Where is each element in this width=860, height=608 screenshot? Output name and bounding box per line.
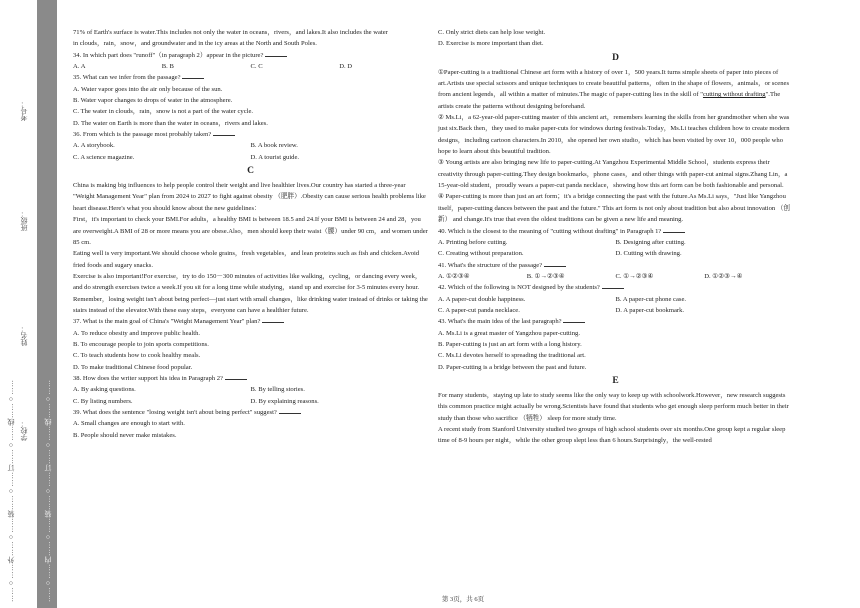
option[interactable]: D. The water on Earth is more than the water in oceans，rivers and lakes. <box>73 119 268 127</box>
option[interactable]: A. ①②③④ <box>438 272 470 280</box>
option[interactable]: C. Only strict diets can help lose weight. <box>438 29 546 36</box>
option[interactable]: B. B <box>161 63 174 71</box>
option[interactable]: C. A paper-cut panda necklace. <box>438 306 520 314</box>
page-number-footer: 第 3页，共 6页 <box>441 596 485 603</box>
answer-blank[interactable] <box>182 72 204 79</box>
question-stem-38: 38. How does the writer support his idea in Paragraph 2? <box>73 373 428 384</box>
option[interactable]: B. ①→②③④ <box>526 272 565 280</box>
passage-paragraph: First，it's important to check your BMI.For adults，a healthy BMI is between 18.5 and 24.If your BMI is between 24 and 28，you are overweight.A BMI of 28 or more means you are obese.Also，men should keep their waist（腰）under 90 cm，and women under 85 cm. <box>73 216 428 246</box>
intro-line: 71% of Earth's surface is water.This includes not only the water in oceans，rivers，and lakes.It also includes the water <box>73 29 388 36</box>
exam-page <box>66 0 860 608</box>
question-options-36 <box>73 140 428 151</box>
question-stem-43: 43. What's the main idea of the last paragraph? <box>438 316 793 327</box>
option[interactable]: B. Water vapor changes to drops of water in the atmosphere. <box>73 97 233 105</box>
option[interactable]: C. C <box>250 63 263 71</box>
question-options-42 <box>438 294 793 305</box>
intro-line: in clouds，rain，snow，and groundwater and in the icy areas at the North and South Poles. <box>73 40 317 48</box>
option[interactable]: D. A paper-cut bookmark. <box>615 306 685 314</box>
option[interactable]: C. ①→②③④ <box>615 272 654 280</box>
question-stem-42: 42. Which of the following is NOT designed by the students? <box>438 282 793 293</box>
inner-binding-label: ……○……内……○……装……○……订……○……线……○…… <box>44 379 52 602</box>
class-field: 班级： <box>20 210 28 231</box>
question-options-38 <box>73 384 428 395</box>
option[interactable]: C. Creating without preparation. <box>438 250 524 258</box>
option[interactable]: B. People should never make mistakes. <box>73 431 177 439</box>
question-options-42 <box>438 305 793 316</box>
passage-paragraph: Exercise is also important!For exercise，try to do 150－300 minutes of activities like walking，cycling，or dancing every week，and do strength exercises twice a week.If you sit for a long time while studying，stand up and exercise for 3-5 minutes every hour. <box>73 272 422 292</box>
answer-blank[interactable] <box>602 282 624 289</box>
answer-blank[interactable] <box>225 373 247 380</box>
binding-margin <box>0 0 58 608</box>
option[interactable]: A. Water vapor goes into the air only because of the sun. <box>73 85 223 93</box>
passage-paragraph: ② Ms.Li，a 62-year-old paper-cutting master of this ancient art，remembers learning the skills from her grandmother when she was just six.Back then，they used to make paper-cuts for windows during festivals.Today，Ms.Li teaches children how to create modern designs，including cartoon characters.In 2010，she opened her own studio，which has been visited by over 10，000 people who hope to learn about this beautiful tradition. <box>438 114 790 156</box>
answer-blank[interactable] <box>213 129 235 136</box>
option[interactable]: A. Ms.Li is a great master of Yangzhou paper-cutting. <box>438 329 580 337</box>
passage-paragraph: A recent study from Stanford University studied two groups of high school students over six months.One group kept a regular sleep time of 8-9 hours per night，while the other group slept less than 6 hours.Surprisingly，the well-rested <box>438 426 786 445</box>
exam-no-field: 考号： <box>20 100 28 121</box>
question-stem-39: 39. What does the sentence "losing weight isn't about being perfect" suggest? <box>73 407 428 418</box>
option[interactable]: D. A tourist guide. <box>250 153 300 161</box>
option[interactable]: A. Printing before cutting. <box>438 238 508 246</box>
option[interactable]: C. A science magazine. <box>73 153 135 161</box>
option[interactable]: A. Small changes are enough to start with. <box>73 420 185 428</box>
option[interactable]: A. A <box>73 63 86 71</box>
question-options-34 <box>73 61 428 72</box>
answer-blank[interactable] <box>279 407 301 414</box>
question-options-40 <box>438 237 793 248</box>
passage-paragraph: Remember，losing weight isn't about being perfect—just start with small changes，like drinking water instead of drinks or taking the stairs instead of the elevator.With these easy steps，everyone can have a healthier future. <box>73 295 428 314</box>
outer-binding-line <box>0 0 30 608</box>
question-stem-34: 34. In which part does "runoff"（in paragraph 2）appear in the picture? <box>73 50 428 61</box>
option[interactable]: A. By asking questions. <box>73 386 136 394</box>
section-heading-c: C <box>247 166 254 177</box>
left-column <box>73 27 428 441</box>
question-stem-41: 41. What's the structure of the passage? <box>438 260 793 271</box>
question-stem-36: 36. From which is the passage most probably taken? <box>73 129 428 140</box>
option[interactable]: B. By telling stories. <box>250 386 305 394</box>
question-options-36 <box>73 152 428 163</box>
passage-paragraph: For many students，staying up late to study seems like the only way to keep up with schoolwork.However，new research suggests this common practice might actually be wrong.Scientists have found that students who get enough sleep perform much better in their study than those who sacrifice （牺牲） sleep for more study time. <box>438 391 789 422</box>
passage-paragraph: Eating well is very important.We should choose whole grains，fresh vegetables，and lean proteins such as fish and chicken.Avoid fried foods and sugary snacks. <box>73 250 420 269</box>
outer-binding-label: ……○……外……○……装……○……订……○……线……○…… <box>7 379 15 602</box>
option[interactable]: D. To make traditional Chinese food popular. <box>73 363 193 371</box>
option[interactable]: D. ①②③→④ <box>704 272 743 280</box>
option[interactable]: D. D <box>339 63 353 71</box>
passage-paragraph: ①Paper-cutting is a traditional Chinese art form with a history of over 1，500 years.It turns simple sheets of paper into pieces of art.Artists use special scissors and unique techniques to create beautiful patterns，often in the shape of flowers，animals，or scenes from ancient legends，all within a matter of minutes.The magic of paper-cutting lies in the skill of "cutting without drafting".The artists create the patterns without designing beforehand. <box>438 68 790 110</box>
passage-paragraph: ③ Young artists are also bringing new life to paper-cutting.At Yangzhou Experimental Middle School，students express their creativity through paper-cutting.They design bookmarks，phone cases，and other things with paper-cut animal signs.Zhang Lin，a 15-year-old student，proudly wears a paper-cut panda necklace，showing how this art form can be both fashionable and personal. <box>438 159 788 190</box>
option[interactable]: C. Ms.Li devotes herself to spreading the traditional art. <box>438 352 586 360</box>
inner-binding-line <box>40 0 56 608</box>
option[interactable]: C. The water in clouds，rain，snow is not a part of the water cycle. <box>73 108 254 116</box>
option[interactable]: D. Exercise is more important than diet. <box>438 40 544 48</box>
right-column <box>438 27 793 447</box>
section-heading-e: E <box>612 375 619 386</box>
question-options-41 <box>438 271 793 282</box>
answer-blank[interactable] <box>265 50 287 57</box>
question-stem-35: 35. What can we infer from the passage? <box>73 72 428 83</box>
answer-blank[interactable] <box>663 226 685 233</box>
question-stem-37: 37. What is the main goal of China's "Weight Management Year" plan? <box>73 316 428 327</box>
name-field: 姓名： <box>20 325 28 346</box>
option[interactable]: B. Designing after cutting. <box>615 238 686 246</box>
section-heading-d: D <box>612 52 619 63</box>
passage-paragraph: China is making big influences to help people control their weight and live healthier lives.Our country has started a three-year "Weight Management Year" plan from 2024 to 2027 to fight against obesity （肥胖）.Obesity can cause serious health problems like heart disease.Here's what you should know about the new guidelines： <box>73 182 426 212</box>
passage-paragraph: ④ Paper-cutting is more than just an art form；it's a bridge connecting the past with the future.As Ms.Li says，"Just like Yangzhou itself，paper-cutting dances between the past and the future." This art form is not only about tradition but also about innovation （创新） and change.It's true that even the oldest traditions can be given a new life and meaning. <box>438 193 791 224</box>
option[interactable]: B. To encourage people to join sports competitions. <box>73 340 209 348</box>
option[interactable]: D. By explaining reasons. <box>250 397 319 405</box>
question-stem-40: 40. Which is the closest to the meaning of "cutting without drafting" in Paragraph 1? <box>438 226 793 237</box>
option[interactable]: B. A book review. <box>250 142 298 150</box>
option[interactable]: B. Paper-cutting is just an art form with a long history. <box>438 340 582 348</box>
question-options-38 <box>73 396 428 407</box>
underlined-phrase: cutting without drafting <box>702 91 766 99</box>
option[interactable]: A. A paper-cut double happiness. <box>438 295 526 303</box>
option[interactable]: D. Cutting with drawing. <box>615 250 682 258</box>
option[interactable]: C. By listing numbers. <box>73 397 133 405</box>
option[interactable]: D. Paper-cutting is a bridge between the past and future. <box>438 363 587 371</box>
option[interactable]: A. To reduce obesity and improve public health. <box>73 329 201 337</box>
answer-blank[interactable] <box>544 260 566 267</box>
option[interactable]: B. A paper-cut phone case. <box>615 295 687 303</box>
question-options-40 <box>438 248 793 259</box>
answer-blank[interactable] <box>563 316 585 323</box>
answer-blank[interactable] <box>262 316 284 323</box>
school-field: 学校： <box>20 420 28 441</box>
option[interactable]: C. To teach students how to cook healthy meals. <box>73 352 201 360</box>
option[interactable]: A. A storybook. <box>73 142 115 150</box>
